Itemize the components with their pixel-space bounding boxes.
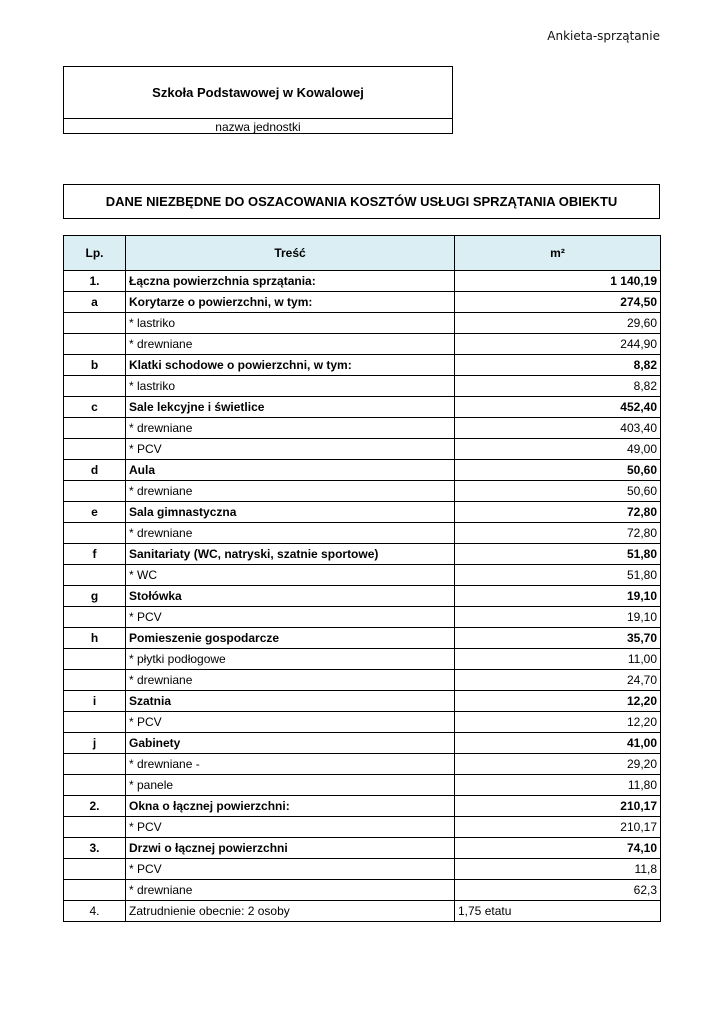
row-value: 50,60 <box>455 460 661 481</box>
row-label: * PCV <box>126 439 455 460</box>
table-row <box>64 754 661 775</box>
row-lp <box>64 859 126 880</box>
row-label: * lastriko <box>126 376 455 397</box>
row-lp: g <box>64 586 126 607</box>
row-value: 62,3 <box>455 880 661 901</box>
row-value: 29,20 <box>455 754 661 775</box>
row-label: Szatnia <box>126 691 455 712</box>
table-row <box>64 355 661 376</box>
row-value: 29,60 <box>455 313 661 334</box>
row-lp <box>64 712 126 733</box>
row-lp <box>64 754 126 775</box>
row-value: 19,10 <box>455 586 661 607</box>
row-label: * drewniane <box>126 481 455 502</box>
table-row <box>64 775 661 796</box>
row-value: 49,00 <box>455 439 661 460</box>
header-unit: m² <box>455 236 661 271</box>
table-row <box>64 670 661 691</box>
row-value: 11,00 <box>455 649 661 670</box>
row-label: * WC <box>126 565 455 586</box>
row-label: Drzwi o łącznej powierzchni <box>126 838 455 859</box>
row-value: 210,17 <box>455 817 661 838</box>
row-value: 51,80 <box>455 565 661 586</box>
row-value: 11,8 <box>455 859 661 880</box>
table-row <box>64 586 661 607</box>
row-lp: d <box>64 460 126 481</box>
row-lp <box>64 565 126 586</box>
row-label: * PCV <box>126 817 455 838</box>
table-header-row <box>64 236 661 271</box>
table-row <box>64 859 661 880</box>
row-label: * PCV <box>126 859 455 880</box>
row-label: Korytarze o powierzchni, w tym: <box>126 292 455 313</box>
row-label: * PCV <box>126 712 455 733</box>
row-value: 1,75 etatu <box>455 901 661 922</box>
row-label: Łączna powierzchnia sprzątania: <box>126 271 455 292</box>
table-row-employment <box>64 901 661 922</box>
row-value: 51,80 <box>455 544 661 565</box>
table-row <box>64 880 661 901</box>
area-table <box>63 235 661 922</box>
row-value: 452,40 <box>455 397 661 418</box>
table-row <box>64 376 661 397</box>
row-lp <box>64 670 126 691</box>
header-content: Treść <box>126 236 455 271</box>
row-lp <box>64 334 126 355</box>
row-label: * drewniane <box>126 670 455 691</box>
row-lp <box>64 481 126 502</box>
row-label: * płytki podłogowe <box>126 649 455 670</box>
row-label: * drewniane - <box>126 754 455 775</box>
row-lp: c <box>64 397 126 418</box>
row-lp <box>64 523 126 544</box>
row-lp <box>64 880 126 901</box>
unit-name: Szkoła Podstawowej w Kowalowej <box>64 67 452 119</box>
row-label: * panele <box>126 775 455 796</box>
row-value: 8,82 <box>455 355 661 376</box>
unit-label: nazwa jednostki <box>215 119 301 134</box>
row-value: 244,90 <box>455 334 661 355</box>
section-title: DANE NIEZBĘDNE DO OSZACOWANIA KOSZTÓW USŁUGI SPRZĄTANIA OBIEKTU <box>63 184 660 219</box>
row-label: Stołówka <box>126 586 455 607</box>
table-row <box>64 628 661 649</box>
row-lp: 2. <box>64 796 126 817</box>
table-row <box>64 418 661 439</box>
table-row <box>64 733 661 754</box>
row-value: 72,80 <box>455 502 661 523</box>
row-value: 1 140,19 <box>455 271 661 292</box>
row-lp <box>64 313 126 334</box>
row-label: Klatki schodowe o powierzchni, w tym: <box>126 355 455 376</box>
table-row <box>64 292 661 313</box>
row-label: Sala gimnastyczna <box>126 502 455 523</box>
row-lp: a <box>64 292 126 313</box>
table-row <box>64 313 661 334</box>
row-lp: 1. <box>64 271 126 292</box>
row-lp: j <box>64 733 126 754</box>
table-row <box>64 397 661 418</box>
row-value: 12,20 <box>455 712 661 733</box>
unit-box <box>63 66 453 134</box>
row-label: Okna o łącznej powierzchni: <box>126 796 455 817</box>
table-row <box>64 502 661 523</box>
table-row <box>64 565 661 586</box>
row-value: 12,20 <box>455 691 661 712</box>
row-lp <box>64 418 126 439</box>
row-label: * PCV <box>126 607 455 628</box>
page-header-label: Ankieta-sprzątanie <box>547 29 660 43</box>
table-row <box>64 796 661 817</box>
row-label: * drewniane <box>126 334 455 355</box>
row-lp: 4. <box>64 901 126 922</box>
row-label: Aula <box>126 460 455 481</box>
header-lp: Lp. <box>64 236 126 271</box>
row-value: 41,00 <box>455 733 661 754</box>
table-row <box>64 481 661 502</box>
row-label: Sale lekcyjne i świetlice <box>126 397 455 418</box>
row-value: 72,80 <box>455 523 661 544</box>
table-row <box>64 607 661 628</box>
table-row <box>64 271 661 292</box>
table-row <box>64 817 661 838</box>
row-label: Gabinety <box>126 733 455 754</box>
row-lp: e <box>64 502 126 523</box>
table-row <box>64 691 661 712</box>
row-lp <box>64 439 126 460</box>
row-lp <box>64 817 126 838</box>
row-label: * lastriko <box>126 313 455 334</box>
row-value: 210,17 <box>455 796 661 817</box>
row-lp: b <box>64 355 126 376</box>
row-label: Zatrudnienie obecnie: 2 osoby <box>126 901 455 922</box>
table-row <box>64 712 661 733</box>
row-label: * drewniane <box>126 418 455 439</box>
row-lp: 3. <box>64 838 126 859</box>
row-lp: i <box>64 691 126 712</box>
row-lp: f <box>64 544 126 565</box>
table-row <box>64 334 661 355</box>
row-lp <box>64 607 126 628</box>
table-row <box>64 523 661 544</box>
row-label: Pomieszenie gospodarcze <box>126 628 455 649</box>
row-value: 50,60 <box>455 481 661 502</box>
row-value: 11,80 <box>455 775 661 796</box>
row-lp: h <box>64 628 126 649</box>
table-row <box>64 544 661 565</box>
row-value: 274,50 <box>455 292 661 313</box>
row-lp <box>64 775 126 796</box>
table-row <box>64 649 661 670</box>
row-value: 24,70 <box>455 670 661 691</box>
row-label: * drewniane <box>126 880 455 901</box>
table-row <box>64 460 661 481</box>
row-value: 19,10 <box>455 607 661 628</box>
row-value: 74,10 <box>455 838 661 859</box>
row-lp <box>64 376 126 397</box>
row-label: * drewniane <box>126 523 455 544</box>
row-lp <box>64 649 126 670</box>
table-row <box>64 439 661 460</box>
row-value: 35,70 <box>455 628 661 649</box>
row-value: 403,40 <box>455 418 661 439</box>
row-value: 8,82 <box>455 376 661 397</box>
row-label: Sanitariaty (WC, natryski, szatnie sportowe) <box>126 544 455 565</box>
table-row <box>64 838 661 859</box>
